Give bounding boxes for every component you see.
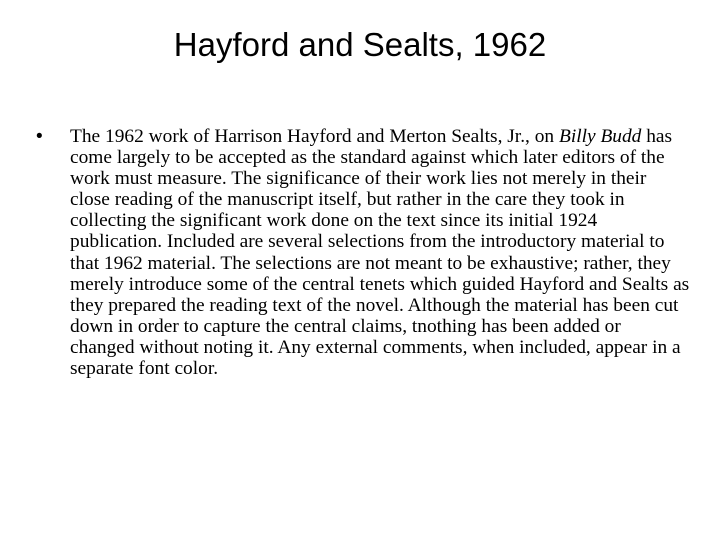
bullet-item bbox=[36, 126, 690, 379]
bullet-icon: • bbox=[36, 126, 43, 147]
bullet-text bbox=[70, 126, 689, 379]
bullet-text-lead: The 1962 work of Harrison Hayford and Merton Sealts, Jr., on bbox=[70, 126, 559, 147]
bullet-text-rest: has come largely to be accepted as the standard against which later editors of the work must measure. The significance of their work lies not merely in their close reading of the manuscript itself, but rather in the care they took in collecting the significant work done on the text since its initial 1924 publication. Included are several selections from the introductory material to that 1962 material. The selections are not meant to be exhaustive; rather, they merely introduce some of the central tenets which guided Hayford and Sealts as they prepared the reading text of the novel. Although the material has been cut down in order to capture the central claims, tnothing has been added or changed without noting it. Any external comments, when included, appear in a separate font color. bbox=[70, 126, 690, 380]
book-title: Billy Budd bbox=[558, 126, 642, 147]
slide-title: Hayford and Sealts, 1962 bbox=[173, 26, 547, 63]
bullet-list bbox=[36, 126, 690, 379]
